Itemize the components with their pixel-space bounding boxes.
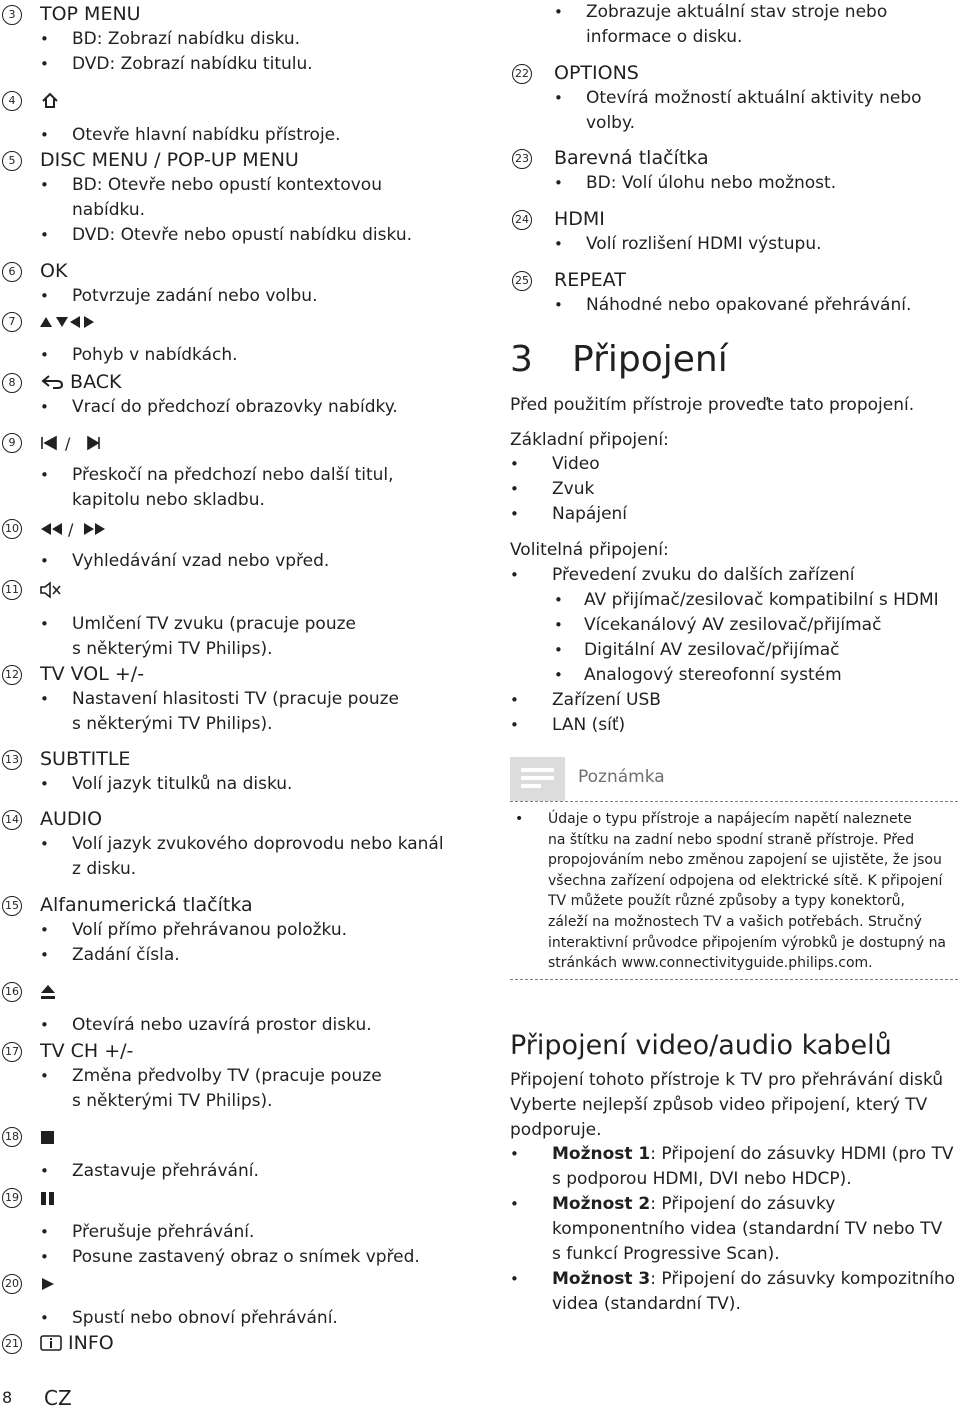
item-number-badge: 14 bbox=[2, 810, 22, 830]
bullet-item: • Nastavení hlasitosti TV (pracuje pouze s některými TV Philips). bbox=[40, 687, 470, 737]
pause-icon bbox=[40, 1185, 470, 1210]
bullet-list bbox=[40, 123, 470, 148]
info-description bbox=[554, 0, 954, 50]
key-item-tv-ch bbox=[0, 1039, 470, 1114]
info-icon bbox=[40, 1335, 62, 1351]
list-item: • Napájení bbox=[510, 502, 960, 527]
rewind-forward-icon bbox=[40, 516, 470, 541]
key-item-eject bbox=[0, 979, 470, 1038]
bullet-list bbox=[40, 284, 470, 309]
page-number: 8 bbox=[2, 1388, 13, 1407]
bullet-item: • Umlčení TV zvuku (pracuje pouze s některými TV Philips). bbox=[40, 612, 470, 662]
item-number-badge: 23 bbox=[512, 149, 532, 169]
key-item-tv-vol bbox=[0, 662, 470, 737]
note-header bbox=[510, 757, 958, 802]
list-item: • Převedení zvuku do dalších zařízení bbox=[510, 563, 960, 588]
navigation-arrows-icon bbox=[40, 309, 470, 334]
key-title: INFO bbox=[40, 1331, 470, 1356]
section-number: 3 bbox=[510, 339, 533, 380]
key-item-ok bbox=[0, 259, 470, 309]
bullet-list bbox=[40, 1220, 470, 1270]
key-title: AUDIO bbox=[40, 808, 103, 830]
item-number-badge: 10 bbox=[2, 519, 22, 539]
item-number-badge: 16 bbox=[2, 982, 22, 1002]
language-code: CZ bbox=[44, 1386, 72, 1410]
bullet-list bbox=[40, 612, 470, 662]
bullet-list bbox=[554, 293, 960, 318]
bullet-list bbox=[40, 343, 470, 368]
key-item-search bbox=[0, 516, 470, 574]
bullet-list bbox=[40, 395, 470, 420]
key-title: HDMI bbox=[554, 208, 605, 230]
option-item: • Možnost 2: Připojení do zásuvky komponentního videa (standardní TV nebo TV s funkcí Progressive Scan). bbox=[510, 1192, 960, 1267]
item-number-badge: 5 bbox=[2, 151, 22, 171]
key-item-hdmi bbox=[510, 207, 960, 257]
bullet-item: • Volí rozlišení HDMI výstupu. bbox=[554, 232, 960, 257]
bullet-item: • Změna předvolby TV (pracuje pouze s některými TV Philips). bbox=[40, 1064, 470, 1114]
options-list bbox=[510, 1142, 960, 1317]
key-item-repeat bbox=[510, 268, 960, 318]
bullet-list bbox=[40, 918, 470, 968]
key-item-top-menu bbox=[0, 2, 470, 77]
key-title: OPTIONS bbox=[554, 62, 639, 84]
bullet-item: • Náhodné nebo opakované přehrávání. bbox=[554, 293, 960, 318]
bullet-item: • BD: Otevře nebo opustí kontextovou nabídku. bbox=[40, 173, 470, 223]
item-number-badge: 3 bbox=[2, 5, 22, 25]
item-number-badge: 12 bbox=[2, 665, 22, 685]
key-item-color-buttons bbox=[510, 146, 960, 196]
key-item-back bbox=[0, 370, 470, 420]
bullet-item: • Otevře hlavní nabídku přístroje. bbox=[40, 123, 470, 148]
bullet-item: • Volí jazyk zvukového doprovodu nebo kanál z disku. bbox=[40, 832, 470, 882]
item-number-badge: 25 bbox=[512, 271, 532, 291]
key-item-disc-menu bbox=[0, 148, 470, 248]
bullet-item: • Přerušuje přehrávání. bbox=[40, 1220, 470, 1245]
bullet-list bbox=[40, 1064, 470, 1114]
bullet-list bbox=[40, 463, 470, 513]
item-number-badge: 17 bbox=[2, 1042, 22, 1062]
key-item-home bbox=[0, 88, 470, 148]
bullet-item: • Zastavuje přehrávání. bbox=[40, 1159, 470, 1184]
bullet-item: • BD: Zobrazí nabídku disku. bbox=[40, 27, 470, 52]
item-number-badge: 15 bbox=[2, 896, 22, 916]
optional-connections-list bbox=[510, 563, 960, 738]
key-item-subtitle bbox=[0, 747, 470, 797]
item-number-badge: 19 bbox=[2, 1188, 22, 1208]
list-subitem: • AV přijímač/zesilovač kompatibilní s HDMI bbox=[510, 588, 960, 613]
note-title: Poznámka bbox=[578, 767, 665, 787]
list-item: • Video bbox=[510, 452, 960, 477]
option-item: • Možnost 1: Připojení do zásuvky HDMI (pro TV s podporou HDMI, DVI nebo HDCP). bbox=[510, 1142, 960, 1192]
list-item: • Zvuk bbox=[510, 477, 960, 502]
item-number-badge: 7 bbox=[2, 312, 22, 332]
bullet-list bbox=[554, 232, 960, 257]
note-divider bbox=[510, 979, 958, 980]
section-heading bbox=[510, 338, 960, 382]
key-item-options bbox=[510, 61, 960, 136]
bullet-item: • Vrací do předchozí obrazovky nabídky. bbox=[40, 395, 470, 420]
optional-connections-label: Volitelná připojení: bbox=[510, 540, 669, 560]
key-title: Barevná tlačítka bbox=[554, 147, 709, 169]
list-subitem: • Vícekanálový AV zesilovač/přijímač bbox=[510, 613, 960, 638]
section-intro: Před použitím přístroje proveďte tato propojení. bbox=[510, 395, 915, 415]
item-number-badge: 8 bbox=[2, 373, 22, 393]
item-number-badge: 20 bbox=[2, 1274, 22, 1294]
skip-icon bbox=[40, 430, 470, 455]
bullet-item: • Zadání čísla. bbox=[40, 943, 470, 968]
bullet-list bbox=[40, 27, 470, 77]
key-item-audio bbox=[0, 807, 470, 882]
key-title: SUBTITLE bbox=[40, 748, 131, 770]
key-item-stop bbox=[0, 1124, 470, 1184]
bullet-list bbox=[40, 687, 470, 737]
eject-icon bbox=[40, 979, 470, 1004]
bullet-list bbox=[40, 1013, 470, 1038]
item-number-badge: 22 bbox=[512, 64, 532, 84]
bullet-item: • Otevírá nebo uzavírá prostor disku. bbox=[40, 1013, 470, 1038]
key-title: BACK bbox=[40, 370, 470, 395]
play-icon bbox=[40, 1271, 470, 1296]
bullet-list bbox=[40, 549, 470, 574]
option-item: • Možnost 3: Připojení do zásuvky kompozitního videa (standardní TV). bbox=[510, 1267, 960, 1317]
bullet-item: • Vyhledávání vzad nebo vpřed. bbox=[40, 549, 470, 574]
bullet-item: • DVD: Otevře nebo opustí nabídku disku. bbox=[40, 223, 470, 248]
bullet-item: • Volí jazyk titulků na disku. bbox=[40, 772, 470, 797]
note-icon bbox=[510, 757, 565, 801]
key-item-mute bbox=[0, 577, 470, 662]
key-title: OK bbox=[40, 260, 68, 282]
list-subitem: • Analogový stereofonní systém bbox=[510, 663, 960, 688]
key-title: TV CH +/- bbox=[40, 1040, 134, 1062]
bullet-item: • Volí přímo přehrávanou položku. bbox=[40, 918, 470, 943]
key-title: Alfanumerická tlačítka bbox=[40, 894, 253, 916]
bullet-list bbox=[554, 86, 960, 136]
bullet-list bbox=[40, 1306, 470, 1331]
item-number-badge: 9 bbox=[2, 433, 22, 453]
key-title: TOP MENU bbox=[40, 3, 141, 25]
item-number-badge: 21 bbox=[2, 1334, 22, 1354]
bullet-list bbox=[40, 173, 470, 248]
key-title: DISC MENU / POP-UP MENU bbox=[40, 149, 299, 171]
mute-icon bbox=[40, 577, 470, 602]
back-arrow-icon bbox=[40, 374, 64, 390]
item-number-badge: 11 bbox=[2, 580, 22, 600]
bullet-item: • BD: Volí úlohu nebo možnost. bbox=[554, 171, 960, 196]
bullet-list bbox=[40, 832, 470, 882]
item-number-badge: 6 bbox=[2, 262, 22, 282]
bullet-item: • DVD: Zobrazí nabídku titulu. bbox=[40, 52, 470, 77]
basic-connections-list bbox=[510, 452, 960, 527]
key-item-alphanumeric bbox=[0, 893, 470, 968]
svg-text:/: / bbox=[65, 434, 71, 451]
list-item: • LAN (síť) bbox=[510, 713, 960, 738]
key-item-play bbox=[0, 1271, 470, 1331]
list-item: • Zařízení USB bbox=[510, 688, 960, 713]
item-number-badge: 24 bbox=[512, 210, 532, 230]
key-item-info bbox=[0, 1331, 470, 1356]
key-item-pause bbox=[0, 1185, 470, 1270]
stop-icon bbox=[40, 1124, 470, 1149]
note-body: • Údaje o typu přístroje a napájecím napětí naleznete na štítku na zadní nebo spodní straně přístroje. Před propojováním nebo změnou zapojení se ujistěte, že jsou všechna zařízení odpojena od elektrické sítě. K připojení TV můžete použít různé způsoby a typy konektorů, záleží na možnostech TV a vašich potřebách. Stručný interaktivní průvodce připojením výrobků je dostupný na stránkách www.connectivityguide.philips.com. bbox=[515, 811, 947, 972]
bullet-list bbox=[40, 1159, 470, 1184]
subsection-heading: Připojení video/audio kabelů bbox=[510, 1030, 892, 1061]
bullet-item: • Posune zastavený obraz o snímek vpřed. bbox=[40, 1245, 470, 1270]
svg-text:/: / bbox=[68, 520, 74, 537]
home-icon bbox=[40, 88, 470, 113]
note-box bbox=[510, 757, 960, 982]
item-number-badge: 13 bbox=[2, 750, 22, 770]
key-title: TV VOL +/- bbox=[40, 663, 145, 685]
key-title: REPEAT bbox=[554, 269, 626, 291]
list-subitem: • Digitální AV zesilovač/přijímač bbox=[510, 638, 960, 663]
bullet-list bbox=[40, 772, 470, 797]
bullet-item: • Přeskočí na předchozí nebo další titul, kapitolu nebo skladbu. bbox=[40, 463, 470, 513]
bullet-item: • Pohyb v nabídkách. bbox=[40, 343, 470, 368]
bullet-item: • Spustí nebo obnoví přehrávání. bbox=[40, 1306, 470, 1331]
bullet-list bbox=[554, 171, 960, 196]
key-item-arrows bbox=[0, 309, 470, 368]
bullet-item: • Otevírá možností aktuální aktivity nebo volby. bbox=[554, 86, 960, 136]
section-title: Připojení bbox=[572, 339, 728, 380]
subsection-intro: Připojení tohoto přístroje k TV pro přehrávání disků Vyberte nejlepší způsob video připojení, který TV podporuje. bbox=[510, 1070, 944, 1140]
item-number-badge: 4 bbox=[2, 91, 22, 111]
key-item-skip bbox=[0, 430, 470, 513]
basic-connections-label: Základní připojení: bbox=[510, 430, 669, 450]
bullet-item: • Zobrazuje aktuální stav stroje nebo informace o disku. bbox=[554, 0, 954, 50]
bullet-item: • Potvrzuje zadání nebo volbu. bbox=[40, 284, 470, 309]
item-number-badge: 18 bbox=[2, 1127, 22, 1147]
